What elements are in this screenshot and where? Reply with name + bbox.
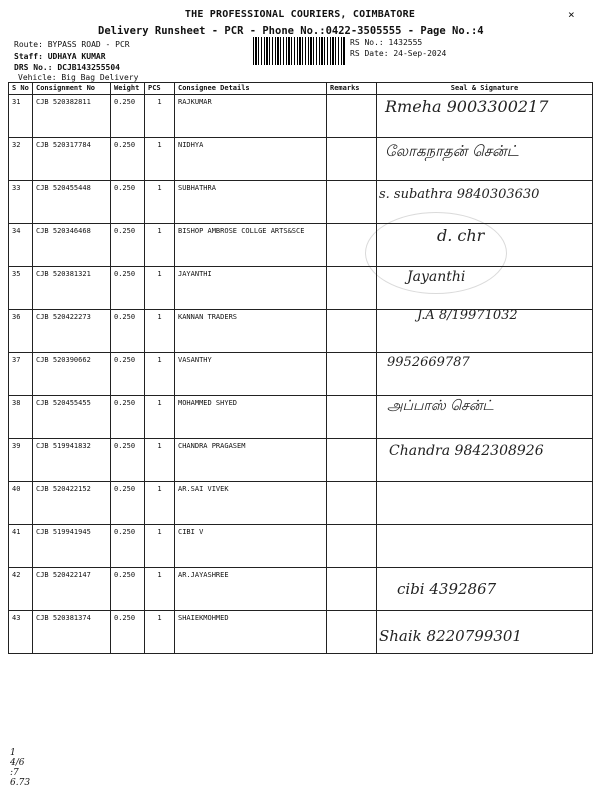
table-row xyxy=(9,353,593,396)
row-consignee: VASANTHY xyxy=(175,353,327,396)
handwritten-signature: அப்பாஸ் சென்ட் xyxy=(387,398,494,414)
row-weight: 0.250 xyxy=(111,224,145,267)
row-remarks xyxy=(327,525,377,568)
col-remarks: Remarks xyxy=(327,83,377,95)
row-weight: 0.250 xyxy=(111,482,145,525)
row-pcs: 1 xyxy=(145,611,175,654)
row-weight: 0.250 xyxy=(111,310,145,353)
runsheet-table xyxy=(8,82,593,654)
row-weight: 0.250 xyxy=(111,267,145,310)
row-consignment: CJB 520455455 xyxy=(33,396,111,439)
row-consignment: CJB 520422152 xyxy=(33,482,111,525)
row-sno: 36 xyxy=(9,310,33,353)
row-weight: 0.250 xyxy=(111,138,145,181)
handwritten-signature: Shaik 8220799301 xyxy=(379,627,522,645)
col-pcs: PCS xyxy=(145,83,175,95)
row-consignee: AR.JAYASHREE xyxy=(175,568,327,611)
row-weight: 0.250 xyxy=(111,611,145,654)
handwritten-signature: J.A 8/19971032 xyxy=(417,308,518,323)
table-row xyxy=(9,396,593,439)
row-signature xyxy=(377,181,593,224)
row-pcs: 1 xyxy=(145,95,175,138)
row-consignment: CJB 520381321 xyxy=(33,267,111,310)
row-consignee: CIBI V xyxy=(175,525,327,568)
row-signature xyxy=(377,525,593,568)
row-consignment: CJB 520317784 xyxy=(33,138,111,181)
row-consignment: CJB 519941832 xyxy=(33,439,111,482)
row-consignee: MOHAMMED SHYED xyxy=(175,396,327,439)
row-signature xyxy=(377,310,593,353)
row-pcs: 1 xyxy=(145,310,175,353)
row-signature xyxy=(377,439,593,482)
handwritten-signature: d. chr xyxy=(437,226,485,245)
table-row xyxy=(9,525,593,568)
row-weight: 0.250 xyxy=(111,439,145,482)
row-signature xyxy=(377,224,593,267)
runsheet-title: Delivery Runsheet - PCR - Phone No.:0422-3505555 - Page No.:4 xyxy=(98,25,484,37)
row-consignee: SHAIEKMOHMED xyxy=(175,611,327,654)
rs-date: RS Date: 24-Sep-2024 xyxy=(350,49,447,58)
handwritten-signature: Chandra 9842308926 xyxy=(389,443,544,459)
row-signature xyxy=(377,95,593,138)
row-consignment: CJB 520382811 xyxy=(33,95,111,138)
row-consignment: CJB 520346468 xyxy=(33,224,111,267)
handwritten-signature: Jayanthi xyxy=(407,269,466,285)
table-row xyxy=(9,568,593,611)
row-consignee: AR.SAI VIVEK xyxy=(175,482,327,525)
row-sno: 35 xyxy=(9,267,33,310)
row-pcs: 1 xyxy=(145,439,175,482)
row-remarks xyxy=(327,353,377,396)
row-weight: 0.250 xyxy=(111,396,145,439)
handwritten-signature: cibi 4392867 xyxy=(397,580,497,598)
row-consignment: CJB 520422147 xyxy=(33,568,111,611)
barcode xyxy=(253,37,345,65)
row-pcs: 1 xyxy=(145,224,175,267)
row-signature xyxy=(377,353,593,396)
handwritten-signature: லோகநாதன் சென்ட் xyxy=(385,142,519,160)
row-remarks xyxy=(327,224,377,267)
corner-mark: × xyxy=(568,8,575,21)
row-signature xyxy=(377,611,593,654)
row-pcs: 1 xyxy=(145,482,175,525)
row-consignee: JAYANTHI xyxy=(175,267,327,310)
row-signature xyxy=(377,138,593,181)
route-text: Route: BYPASS ROAD - PCR xyxy=(14,40,130,49)
vehicle-text: Vehicle: Big Bag Delivery xyxy=(18,73,139,82)
row-pcs: 1 xyxy=(145,525,175,568)
row-weight: 0.250 xyxy=(111,568,145,611)
row-pcs: 1 xyxy=(145,138,175,181)
handwritten-signature: Rmeha 9003300217 xyxy=(385,97,549,116)
row-signature xyxy=(377,568,593,611)
row-consignment: CJB 520390662 xyxy=(33,353,111,396)
row-remarks xyxy=(327,611,377,654)
col-weight: Weight xyxy=(111,83,145,95)
handwritten-signature: s. subathra 9840303630 xyxy=(379,187,540,202)
row-weight: 0.250 xyxy=(111,95,145,138)
row-remarks xyxy=(327,396,377,439)
row-remarks xyxy=(327,138,377,181)
row-sno: 43 xyxy=(9,611,33,654)
row-remarks xyxy=(327,482,377,525)
row-sno: 31 xyxy=(9,95,33,138)
row-consignee: SUBHATHRA xyxy=(175,181,327,224)
row-sno: 33 xyxy=(9,181,33,224)
table-row xyxy=(9,310,593,353)
staff-text: Staff: UDHAYA KUMAR xyxy=(14,52,106,61)
row-pcs: 1 xyxy=(145,568,175,611)
row-consignment: CJB 520381374 xyxy=(33,611,111,654)
row-sno: 34 xyxy=(9,224,33,267)
row-sno: 32 xyxy=(9,138,33,181)
row-signature xyxy=(377,267,593,310)
row-sno: 37 xyxy=(9,353,33,396)
row-pcs: 1 xyxy=(145,181,175,224)
row-pcs: 1 xyxy=(145,353,175,396)
row-remarks xyxy=(327,95,377,138)
row-pcs: 1 xyxy=(145,396,175,439)
row-consignee: BISHOP AMBROSE COLLGE ARTS&SCE xyxy=(175,224,327,267)
row-weight: 0.250 xyxy=(111,353,145,396)
rs-number: RS No.: 1432555 xyxy=(350,38,423,47)
row-signature xyxy=(377,482,593,525)
row-consignee: RAJKUMAR xyxy=(175,95,327,138)
row-weight: 0.250 xyxy=(111,181,145,224)
col-consignment: Consignment No xyxy=(33,83,111,95)
handwritten-signature: 9952669787 xyxy=(387,355,470,370)
col-signature: Seal & Signature xyxy=(377,83,593,95)
table-row xyxy=(9,224,593,267)
table-row xyxy=(9,439,593,482)
row-sno: 42 xyxy=(9,568,33,611)
row-weight: 0.250 xyxy=(111,525,145,568)
row-sno: 39 xyxy=(9,439,33,482)
drs-text: DRS No.: DCJB143255504 xyxy=(14,63,120,72)
table-row xyxy=(9,482,593,525)
col-consignee: Consignee Details xyxy=(175,83,327,95)
row-consignment: CJB 520455448 xyxy=(33,181,111,224)
row-consignment: CJB 519941945 xyxy=(33,525,111,568)
row-consignee: CHANDRA PRAGASEM xyxy=(175,439,327,482)
table-row xyxy=(9,95,593,138)
company-title: THE PROFESSIONAL COURIERS, COIMBATORE xyxy=(184,9,416,20)
row-remarks xyxy=(327,310,377,353)
table-row xyxy=(9,267,593,310)
row-sno: 38 xyxy=(9,396,33,439)
row-signature xyxy=(377,396,593,439)
col-sno: S No xyxy=(9,83,33,95)
row-pcs: 1 xyxy=(145,267,175,310)
table-row xyxy=(9,611,593,654)
row-remarks xyxy=(327,568,377,611)
table-header xyxy=(9,83,593,95)
row-sno: 40 xyxy=(9,482,33,525)
table-row xyxy=(9,138,593,181)
handwritten-note: 1 4/6 :7 6.73 xyxy=(10,748,31,788)
row-consignment: CJB 520422273 xyxy=(33,310,111,353)
row-remarks xyxy=(327,439,377,482)
row-sno: 41 xyxy=(9,525,33,568)
row-remarks xyxy=(327,267,377,310)
row-consignee: KANNAN TRADERS xyxy=(175,310,327,353)
row-consignee: NIDHYA xyxy=(175,138,327,181)
table-row xyxy=(9,181,593,224)
row-remarks xyxy=(327,181,377,224)
